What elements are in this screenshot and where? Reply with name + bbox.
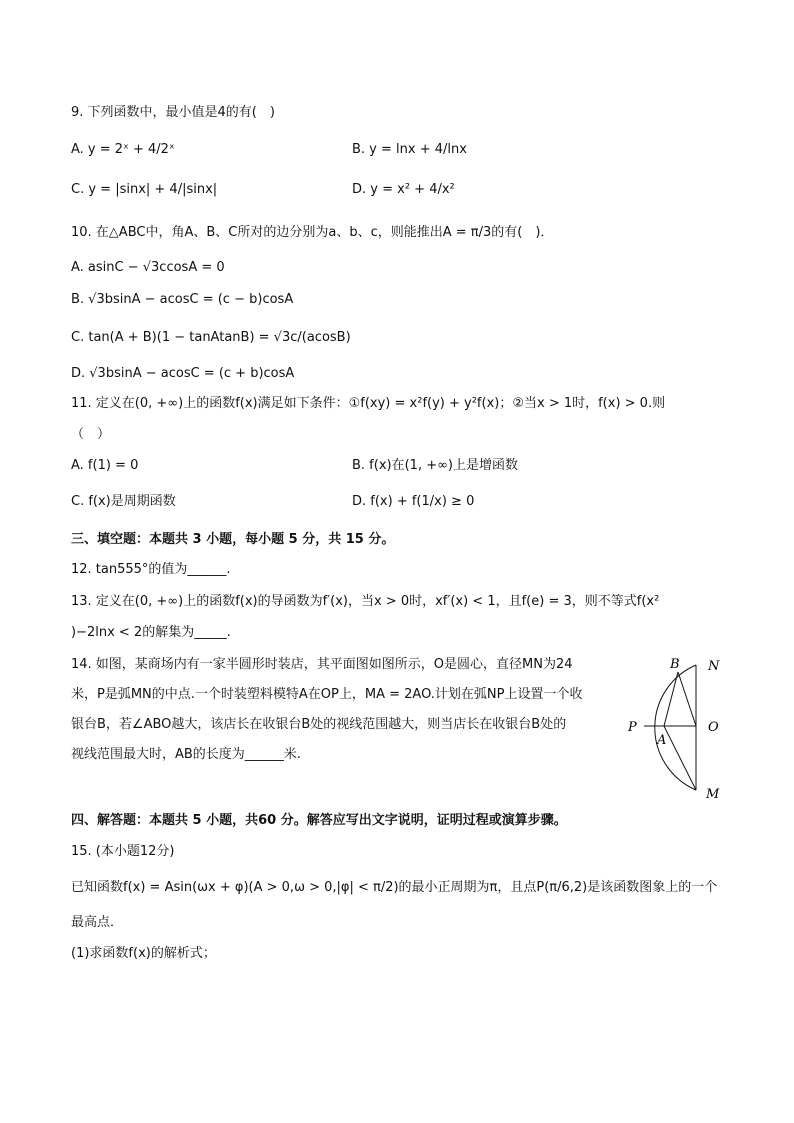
q10-option-d: D. √3bsinA − acosC = (c + b)cosA	[71, 366, 295, 381]
q13-line2: )−2lnx < 2的解集为_____.	[71, 625, 231, 640]
q15-line2: 最高点．	[71, 915, 124, 930]
label-b: B	[670, 657, 680, 672]
q10-stem: 10. 在△ABC中，角A、B、C所对的边分别为a、b、c，则能推出A = π/3的有( )．	[71, 225, 554, 240]
q15-line1: 已知函数f(x) = Asin(ωx + φ)(A > 0,ω > 0,|φ| < π/2)的最小正周期为π，且点P(π/6,2)是该函数图象上的一个	[71, 880, 718, 895]
q9-option-b: B. y = lnx + 4/lnx	[352, 142, 467, 157]
q15-header: 15. (本小题12分)	[71, 844, 175, 859]
label-p: P	[628, 720, 637, 735]
q14-line2: 米，P是弧MN的中点.一个时装塑料模特A在OP上，MA = 2AO.计划在弧NP上设置一个收	[71, 687, 583, 702]
q13-line1: 13. 定义在(0, +∞)上的函数f(x)的导函数为f′(x)，当x > 0时，xf′(x) < 1，且f(e) = 3，则不等式f(x²	[71, 594, 660, 609]
label-n: N	[708, 659, 720, 674]
q10-option-a: A. asinC − √3ccosA = 0	[71, 260, 225, 275]
q11-option-c: C. f(x)是周期函数	[71, 494, 176, 509]
q12: 12. tan555°的值为______.	[71, 562, 231, 577]
section-4-heading: 四、解答题：本题共 5 小题，共60 分。解答应写出文字说明，证明过程或演算步骤。	[71, 813, 567, 828]
q10-option-b: B. √3bsinA − acosC = (c − b)cosA	[71, 292, 294, 307]
q11-stem: 11. 定义在(0, +∞)上的函数f(x)满足如下条件：①f(xy) = x²f(y) + y²f(x)；②当x > 1时，f(x) > 0.则	[71, 396, 666, 411]
q11-option-d: D. f(x) + f(1/x) ≥ 0	[352, 494, 475, 509]
q15-sub1: (1)求函数f(x)的解析式；	[71, 946, 216, 961]
q11-option-b: B. f(x)在(1, +∞)上是增函数	[352, 458, 518, 473]
label-o: O	[708, 720, 719, 735]
q14-line4: 视线范围最大时，AB的长度为______米.	[71, 747, 301, 762]
q14-line1: 14. 如图，某商场内有一家半圆形时装店，其平面图如图所示，O是圆心，直径MN为24	[71, 657, 573, 672]
segment-ba	[664, 672, 678, 726]
q9-option-d: D. y = x² + 4/x²	[352, 182, 455, 197]
q14-semicircle-figure	[620, 650, 730, 805]
q11-option-a: A. f(1) = 0	[71, 458, 139, 473]
q14-line3: 银台B，若∠ABO越大，该店长在收银台B处的视线范围越大，则当店长在收银台B处的	[71, 717, 567, 732]
segment-bo	[678, 672, 696, 726]
label-a: A	[657, 733, 667, 748]
q10-option-c: C. tan(A + B)(1 − tanAtanB) = √3c/(acosB)	[71, 330, 351, 345]
q9-option-c: C. y = |sinx| + 4/|sinx|	[71, 182, 218, 197]
q9-option-a: A. y = 2ˣ + 4/2ˣ	[71, 142, 175, 157]
q11-stem-cont: （ ）	[71, 427, 111, 442]
label-m: M	[706, 787, 720, 802]
q9-stem: 9. 下列函数中，最小值是4的有( )	[71, 105, 275, 120]
section-3-heading: 三、填空题：本题共 3 小题，每小题 5 分，共 15 分。	[71, 532, 395, 547]
